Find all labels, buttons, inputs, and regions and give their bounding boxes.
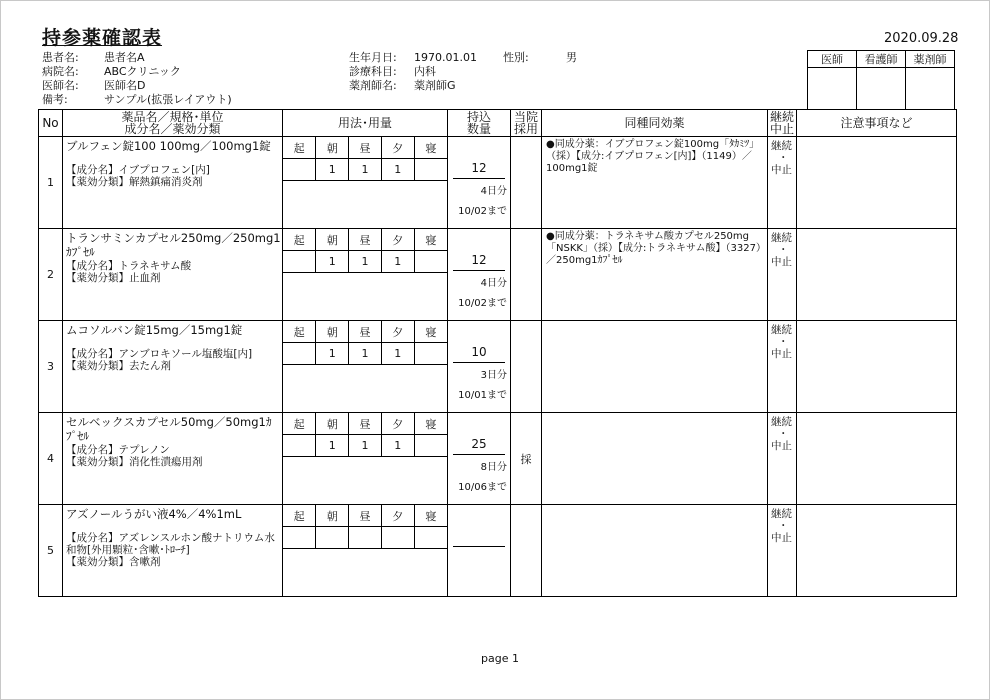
usage-cell: [283, 137, 448, 229]
qty-cell: [448, 229, 511, 321]
same-effect-text: [542, 505, 767, 507]
col-header-drug: [63, 110, 283, 137]
col-header-notes: 注意事項など: [797, 110, 957, 137]
qty-value: 10: [471, 345, 487, 359]
note-label: 備考:: [42, 93, 68, 106]
usage-timing-header: 寝: [414, 137, 447, 159]
usage-dose-cell[interactable]: [349, 527, 382, 549]
usage-grid: [283, 413, 447, 457]
qty-divider: [453, 270, 505, 271]
qty-value: 25: [471, 437, 487, 451]
patient-name: 患者名A: [104, 51, 145, 64]
adopt-cell: [511, 229, 542, 321]
qty-days: 8日分: [480, 462, 507, 473]
usage-timing-header: 起: [283, 137, 316, 159]
option-separator: ・: [778, 336, 789, 348]
stamp-area-pharmacist[interactable]: [906, 68, 955, 110]
col-header-qty: [448, 110, 511, 137]
usage-timing-header: 昼: [349, 413, 382, 435]
usage-timing-header: 朝: [316, 505, 349, 527]
usage-dose-cell[interactable]: 1: [381, 435, 414, 457]
same-effect-cell: [542, 229, 768, 321]
report-date: 2020.09.28: [884, 31, 959, 46]
row-number: 4: [39, 413, 63, 505]
usage-dose-cell[interactable]: [414, 527, 447, 549]
col-header-same: 同種同効薬: [542, 110, 768, 137]
sex-value: 男: [566, 51, 577, 64]
sex-label: 性別:: [503, 51, 529, 64]
same-effect-text: ●同成分薬：トラネキサム酸カプセル250mg「NSKK」（採）【成分:トラネキサム酸】（3327）／250mg1ｶﾌﾟｾﾙ: [546, 231, 761, 266]
usage-timing-header: 昼: [349, 321, 382, 343]
usage-timing-header: 起: [283, 321, 316, 343]
usage-dose-cell[interactable]: [414, 343, 447, 365]
usage-dose-cell[interactable]: 1: [316, 435, 349, 457]
usage-timing-header: 昼: [349, 505, 382, 527]
same-effect-cell: [542, 321, 768, 413]
same-effect-text: [542, 413, 767, 415]
usage-timing-header: 起: [283, 413, 316, 435]
usage-dose-cell[interactable]: [283, 435, 316, 457]
stop-option[interactable]: 中止: [771, 532, 792, 544]
usage-dose-cell[interactable]: [283, 343, 316, 365]
usage-timing-header: 寝: [414, 413, 447, 435]
row-number: 5: [39, 505, 63, 597]
continue-option[interactable]: 継続: [771, 140, 792, 152]
usage-grid: [283, 229, 447, 273]
usage-timing-header: 夕: [381, 137, 414, 159]
same-effect-cell: [542, 137, 768, 229]
table-row: [39, 413, 957, 505]
usage-dose-cell[interactable]: 1: [349, 251, 382, 273]
option-separator: ・: [778, 244, 789, 256]
continue-stop-cell[interactable]: [768, 413, 797, 505]
same-effect-cell: [542, 505, 768, 597]
usage-dose-cell[interactable]: 1: [316, 159, 349, 181]
continue-option[interactable]: 継続: [771, 508, 792, 520]
qty-divider: [453, 362, 505, 363]
qty-cell: [448, 413, 511, 505]
col-header-adopt: [511, 110, 542, 137]
col-header-usage: 用法･用量: [283, 110, 448, 137]
stop-option[interactable]: 中止: [771, 164, 792, 176]
qty-until: 10/01まで: [458, 390, 507, 401]
drug-ingredient: 【成分名】アズレンスルホン酸ナトリウム水和物[外用顆粒･含嗽･ﾄﾛｰﾁ]: [66, 532, 275, 556]
drug-category: 【薬効分類】含嗽剤: [66, 556, 161, 568]
drug-category: 【薬効分類】止血剤: [66, 272, 161, 284]
col-header-drug-line1: 薬品名／規格･単位: [121, 110, 224, 124]
usage-dose-cell[interactable]: 1: [349, 435, 382, 457]
usage-timing-header: 夕: [381, 229, 414, 251]
continue-stop-cell[interactable]: [768, 137, 797, 229]
qty-divider: [453, 546, 505, 547]
drug-name: トランサミンカプセル250mg／250mg1ｶﾌﾟｾﾙ: [66, 231, 281, 259]
page-number: page 1: [481, 652, 519, 665]
qty-until: 10/06まで: [458, 482, 507, 493]
usage-dose-cell[interactable]: 1: [381, 159, 414, 181]
hospital-label: 病院名:: [42, 65, 79, 78]
notes-cell[interactable]: [797, 505, 957, 597]
qty-cell: [448, 137, 511, 229]
stop-option[interactable]: 中止: [771, 256, 792, 268]
drug-ingredient: 【成分名】アンブロキソール塩酸塩[内]: [66, 348, 253, 360]
qty-days: 4日分: [480, 186, 507, 197]
drug-ingredient: 【成分名】イブプロフェン[内]: [66, 164, 210, 176]
note-value: サンプル(拡張レイアウト): [104, 93, 232, 106]
usage-timing-header: 朝: [316, 321, 349, 343]
continue-stop-cell[interactable]: [768, 229, 797, 321]
table-row: [39, 229, 957, 321]
col-header-cont: [768, 110, 797, 137]
adopt-cell: [511, 137, 542, 229]
qty-cell: [448, 321, 511, 413]
usage-dose-cell[interactable]: [283, 527, 316, 549]
usage-grid: [283, 321, 447, 365]
col-header-qty-line2: 数量: [466, 122, 491, 136]
col-header-qty-line1: 持込: [466, 110, 491, 124]
stop-option[interactable]: 中止: [771, 440, 792, 452]
drug-name: ブルフェン錠100 100mg／100mg1錠: [66, 139, 271, 153]
usage-dose-cell[interactable]: 1: [381, 251, 414, 273]
usage-grid: [283, 137, 447, 181]
stamp-header-doctor: 医師: [808, 51, 857, 68]
qty-cell: [448, 505, 511, 597]
adopt-cell: [511, 505, 542, 597]
usage-timing-header: 寝: [414, 321, 447, 343]
drug-category: 【薬効分類】解熱鎮痛消炎剤: [66, 176, 203, 188]
option-separator: ・: [778, 428, 789, 440]
continue-stop-cell[interactable]: [768, 321, 797, 413]
continue-option[interactable]: 継続: [771, 416, 792, 428]
notes-cell[interactable]: [797, 321, 957, 413]
qty-value: [448, 529, 510, 544]
pharmacist-label: 薬剤師名:: [349, 79, 397, 92]
hospital-name: ABCクリニック: [104, 65, 181, 78]
row-number: 3: [39, 321, 63, 413]
col-header-no: No: [39, 110, 63, 137]
table-row: [39, 505, 957, 597]
adopt-cell: [511, 321, 542, 413]
drug-name: ムコソルバン錠15mg／15mg1錠: [66, 323, 243, 337]
usage-timing-header: 夕: [381, 505, 414, 527]
col-header-cont-line2: 中止: [769, 122, 794, 136]
usage-timing-header: 朝: [316, 229, 349, 251]
drug-cell: [63, 229, 283, 321]
notes-cell[interactable]: [797, 413, 957, 505]
drug-cell: [63, 413, 283, 505]
qty-days: 3日分: [480, 370, 507, 381]
drug-name: アズノールうがい液4%／4%1mL: [66, 507, 242, 521]
usage-dose-cell[interactable]: 1: [316, 343, 349, 365]
usage-grid: [283, 505, 447, 549]
table-row: [39, 137, 957, 229]
usage-timing-header: 起: [283, 505, 316, 527]
drug-name: セルベックスカプセル50mg／50mg1ｶﾌﾟｾﾙ: [66, 415, 272, 443]
usage-dose-cell[interactable]: [381, 527, 414, 549]
col-header-adopt-line1: 当院: [513, 110, 538, 124]
patient-name-label: 患者名:: [42, 51, 79, 64]
dept-label: 診療科目:: [349, 65, 397, 78]
qty-days: 4日分: [480, 278, 507, 289]
doctor-name: 医師名D: [104, 79, 146, 92]
usage-dose-cell[interactable]: [283, 159, 316, 181]
drug-cell: [63, 321, 283, 413]
usage-cell: [283, 321, 448, 413]
usage-timing-header: 寝: [414, 229, 447, 251]
option-separator: ・: [778, 520, 789, 532]
same-effect-cell: [542, 413, 768, 505]
qty-value: 12: [471, 253, 487, 267]
usage-timing-header: 夕: [381, 321, 414, 343]
birth-label: 生年月日:: [349, 51, 397, 64]
usage-dose-cell[interactable]: [414, 251, 447, 273]
usage-dose-cell[interactable]: 1: [381, 343, 414, 365]
qty-value: 12: [471, 161, 487, 175]
drug-ingredient: 【成分名】トラネキサム酸: [66, 260, 192, 272]
col-header-cont-line1: 継続: [769, 110, 794, 124]
usage-dose-cell[interactable]: [414, 435, 447, 457]
notes-cell[interactable]: [797, 137, 957, 229]
qty-until: 10/02まで: [458, 298, 507, 309]
qty-until: 10/02まで: [458, 206, 507, 217]
usage-dose-cell[interactable]: 1: [349, 159, 382, 181]
continue-option[interactable]: 継続: [771, 232, 792, 244]
usage-dose-cell[interactable]: 1: [349, 343, 382, 365]
notes-cell[interactable]: [797, 229, 957, 321]
page-title: 持参薬確認表: [42, 27, 163, 49]
continue-stop-cell[interactable]: [768, 505, 797, 597]
usage-timing-header: 朝: [316, 413, 349, 435]
adopt-cell: 採: [511, 413, 542, 505]
col-header-drug-line2: 成分名／薬効分類: [124, 122, 221, 136]
medication-table: [38, 109, 957, 597]
doctor-label: 医師名:: [42, 79, 79, 92]
usage-dose-cell[interactable]: [316, 527, 349, 549]
drug-category: 【薬効分類】去たん剤: [66, 360, 171, 372]
continue-option[interactable]: 継続: [771, 324, 792, 336]
stamp-header-pharmacist: 薬剤師: [906, 51, 955, 68]
stamp-area-nurse[interactable]: [857, 68, 906, 110]
stamp-header-nurse: 看護師: [857, 51, 906, 68]
row-number: 2: [39, 229, 63, 321]
row-number: 1: [39, 137, 63, 229]
usage-dose-cell[interactable]: 1: [316, 251, 349, 273]
stop-option[interactable]: 中止: [771, 348, 792, 360]
same-effect-text: [542, 321, 767, 323]
drug-ingredient: 【成分名】テプレノン: [66, 444, 170, 456]
qty-divider: [453, 454, 505, 455]
pharmacist-name: 薬剤師G: [414, 79, 456, 92]
dept-value: 内科: [414, 65, 436, 78]
table-row: [39, 321, 957, 413]
drug-category: 【薬効分類】消化性潰瘍用剤: [66, 456, 203, 468]
same-effect-text: ●同成分薬：イブプロフェン錠100mg「ﾀｶﾐﾂ」（採）【成分:イブプロフェン[内]】（1149）／100mg1錠: [546, 139, 760, 174]
usage-timing-header: 昼: [349, 137, 382, 159]
birth-date: 1970.01.01: [414, 51, 477, 64]
approval-stamp-boxes: [807, 50, 955, 110]
usage-dose-cell[interactable]: [414, 159, 447, 181]
usage-timing-header: 昼: [349, 229, 382, 251]
usage-dose-cell[interactable]: [283, 251, 316, 273]
drug-cell: [63, 505, 283, 597]
qty-divider: [453, 178, 505, 179]
usage-timing-header: 夕: [381, 413, 414, 435]
usage-timing-header: 寝: [414, 505, 447, 527]
drug-cell: [63, 137, 283, 229]
table-header-row: [39, 110, 957, 137]
usage-cell: [283, 413, 448, 505]
usage-timing-header: 朝: [316, 137, 349, 159]
usage-cell: [283, 229, 448, 321]
option-separator: ・: [778, 152, 789, 164]
usage-timing-header: 起: [283, 229, 316, 251]
usage-cell: [283, 505, 448, 597]
stamp-area-doctor[interactable]: [808, 68, 857, 110]
col-header-adopt-line2: 採用: [513, 122, 538, 136]
